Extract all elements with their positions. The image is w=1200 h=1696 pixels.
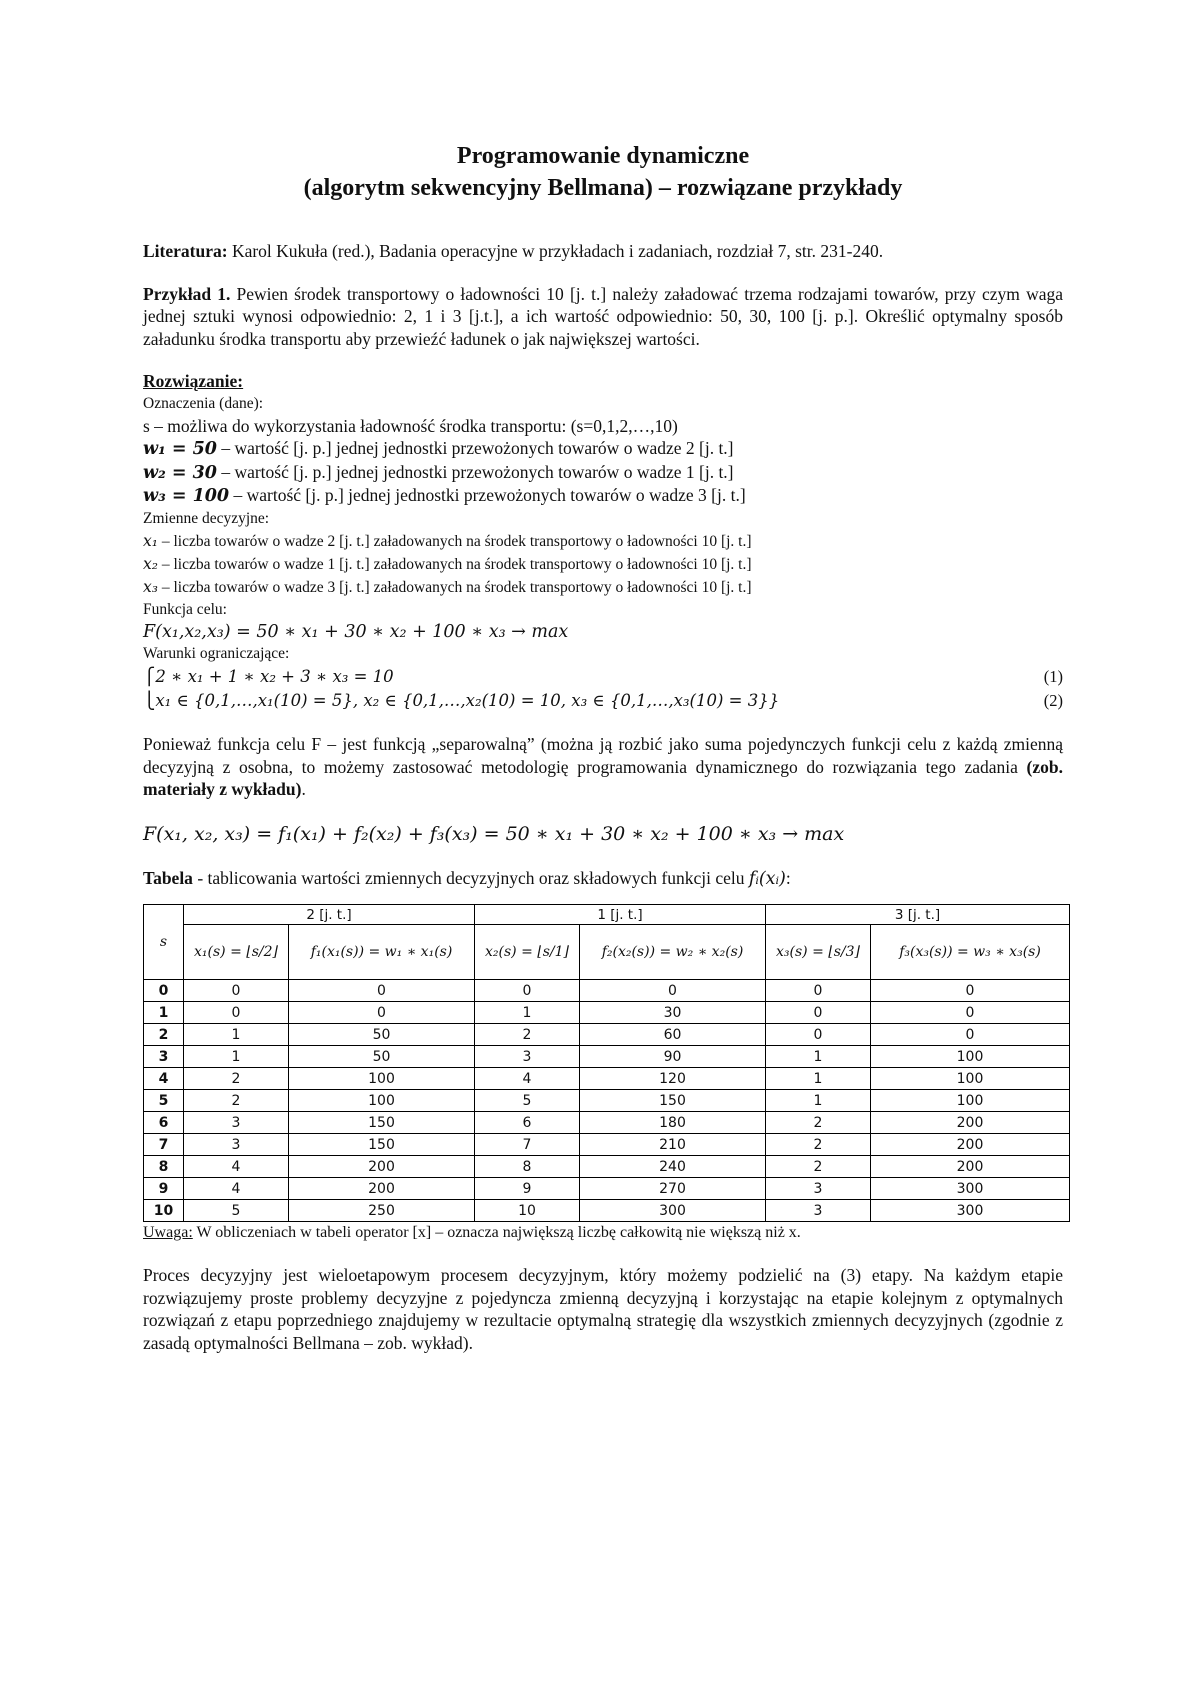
constraint-1-number: (1) (1043, 667, 1063, 686)
s-definition: s – możliwa do wykorzystania ładowność środka transportu: (s=0,1,2,…,10) (143, 415, 678, 436)
table-caption-end: : (785, 867, 791, 888)
table-cell: 1 (766, 1068, 871, 1090)
table-cell: 50 (289, 1046, 475, 1068)
separable-bold: (zob. materiały z wykładu) (143, 756, 1063, 799)
decision-heading: Zmienne decyzyjne: (143, 509, 270, 527)
table-row (144, 1046, 1070, 1068)
table-cell: 100 (289, 1068, 475, 1090)
table-cell: 50 (289, 1024, 475, 1046)
table-cell: 7 (475, 1134, 580, 1156)
objective-heading: Funkcja celu: (143, 600, 227, 618)
table-cell: 2 (144, 1024, 184, 1046)
table-cell: 150 (289, 1134, 475, 1156)
table-cell: 150 (289, 1112, 475, 1134)
example-paragraph (143, 283, 1063, 351)
constraints-heading: Warunki ograniczające: (143, 645, 290, 662)
table-cell: 0 (184, 980, 289, 1002)
table-cell: 300 (871, 1200, 1070, 1222)
table-note (143, 1222, 1063, 1244)
table-row (144, 1178, 1070, 1200)
table-group-header: 1 [j. t.] (475, 905, 766, 925)
table-group-header: 3 [j. t.] (766, 905, 1070, 925)
constraint-2-number: (2) (1043, 691, 1063, 710)
table-cell: 0 (475, 980, 580, 1002)
table-cell: 1 (184, 1024, 289, 1046)
table-cell: 300 (580, 1200, 766, 1222)
table-cell: 0 (871, 1002, 1070, 1024)
table-cell: 0 (144, 980, 184, 1002)
table-header-x1: x₁(s) = ⌊s/2⌋ (184, 925, 289, 980)
notation-heading: Oznaczenia (dane): (143, 394, 264, 412)
x1-definition (143, 530, 1063, 553)
table-cell: 100 (289, 1090, 475, 1112)
table-cell: 5 (475, 1090, 580, 1112)
table-header-s: s (144, 905, 184, 980)
table-cell: 270 (580, 1178, 766, 1200)
table-cell: 120 (580, 1068, 766, 1090)
table-cell: 200 (871, 1134, 1070, 1156)
table-cell: 100 (871, 1068, 1070, 1090)
table-cell: 2 (766, 1134, 871, 1156)
w3-math: w₃ = 100 (143, 486, 230, 506)
table-cell: 2 (766, 1156, 871, 1178)
x2-text: – liczba towarów o wadze 1 [j. t.] załadowanych na środek transportowy o ładowności 10 [j. t.] (157, 555, 752, 573)
literature-label: Literatura: (143, 241, 228, 261)
table-cell: 9 (144, 1178, 184, 1200)
table-cell: 6 (475, 1112, 580, 1134)
table-cell: 4 (144, 1068, 184, 1090)
table-caption-text: - tablicowania wartości zmiennych decyzyjnych oraz składowych funkcji celu (192, 867, 749, 888)
table-cell: 3 (475, 1046, 580, 1068)
table-cell: 1 (184, 1046, 289, 1068)
table-row (144, 1090, 1070, 1112)
table-cell: 300 (871, 1178, 1070, 1200)
table-group-header: 2 [j. t.] (184, 905, 475, 925)
values-table (143, 904, 1070, 1222)
w2-text: – wartość [j. p.] jednej jednostki przewożonych towarów o wadze 1 [j. t.] (216, 461, 734, 482)
constraint-1-formula: ⎧2 ∗ x₁ + 1 ∗ x₂ + 3 ∗ x₃ = 10 (143, 667, 394, 686)
table-caption-math: fᵢ(xᵢ) (748, 868, 786, 889)
table-cell: 0 (766, 1002, 871, 1024)
table-cell: 4 (184, 1178, 289, 1200)
table-cell: 1 (766, 1090, 871, 1112)
example-label: Przykład 1. (143, 283, 231, 304)
table-cell: 10 (475, 1200, 580, 1222)
table-cell: 5 (144, 1090, 184, 1112)
example-text: Pewien środek transportowy o ładowności 10 [j. t.] należy załadować trzema rodzajami towarów, przy czym waga jednej sztuki wynosi odpowiednio: 2, 1 i 3 [j.t.], a ich wartość odpowiednio: 50, 30, 100 [j. p.]. Określić optymalny sposób załadunku środka transportu aby przewieźć ładunek o jak największej wartości. (143, 283, 1063, 349)
table-cell: 30 (580, 1002, 766, 1024)
table-cell: 2 (766, 1112, 871, 1134)
w1-math: w₁ = 50 (143, 439, 217, 459)
note-label: Uwaga: (143, 1224, 193, 1241)
table-cell: 2 (184, 1068, 289, 1090)
literature-text: Karol Kukuła (red.), Badania operacyjne w przykładach i zadaniach, rozdział 7, str. 231-240. (227, 241, 884, 261)
x2-math: x₂ (143, 554, 158, 573)
table-cell: 3 (184, 1112, 289, 1134)
table-cell: 0 (871, 980, 1070, 1002)
constraint-2-formula: ⎩x₁ ∈ {0,1,…,x₁(10) = 5}, x₂ ∈ {0,1,…,x₂(10) = 10, x₃ ∈ {0,1,…,x₃(10) = 3}} (143, 691, 780, 710)
w3-definition (143, 484, 1063, 508)
document-page (143, 140, 1063, 1354)
table-row (144, 1200, 1070, 1222)
table-row (144, 1024, 1070, 1046)
table-row (144, 1002, 1070, 1024)
constraint-2 (143, 689, 1063, 713)
title-line-1: Programowanie dynamiczne (456, 143, 750, 169)
table-cell: 0 (289, 1002, 475, 1024)
w2-definition (143, 461, 1063, 485)
table-cell: 0 (184, 1002, 289, 1024)
x1-text: – liczba towarów o wadze 2 [j. t.] załadowanych na środek transportowy o ładowności 10 [j. t.] (157, 532, 752, 550)
table-cell: 100 (871, 1090, 1070, 1112)
table-cell: 8 (475, 1156, 580, 1178)
table-cell: 10 (144, 1200, 184, 1222)
table-header-f1: f₁(x₁(s)) = w₁ ∗ x₁(s) (289, 925, 475, 980)
process-paragraph: Proces decyzyjny jest wieloetapowym procesem decyzyjnym, który możemy podzielić na (3) etapy. Na każdym etapie rozwiązujemy proste problemy decyzyjne z pojedyncza zmienną decyzyjną i korzystając na etapie kolejnym z optymalnych rozwiązań z etapu poprzedniego znajdujemy w rezultacie optymalną strategię dla wszystkich zmiennych decyzyjnych (zgodnie z zasadą optymalności Bellmana – zob. wykład). (143, 1265, 1063, 1353)
table-header-x3: x₃(s) = ⌊s/3⌋ (766, 925, 871, 980)
separable-text: Ponieważ funkcja celu F – jest funkcją „separowalną” (można ją rozbić jako suma pojedynczych funkcji celu z każdą zmienną decyzyjną z osobna, to możemy zastosować metodologię programowania dynamicznego do rozwiązania tego zadania (143, 734, 1063, 777)
separable-paragraph (143, 733, 1063, 801)
table-cell: 3 (766, 1200, 871, 1222)
x3-text: – liczba towarów o wadze 3 [j. t.] załadowanych na środek transportowy o ładowności 10 [j. t.] (157, 578, 752, 596)
solution-heading: Rozwiązanie: (143, 371, 244, 391)
table-cell: 1 (144, 1002, 184, 1024)
table-cell: 4 (475, 1068, 580, 1090)
table-cell: 0 (289, 980, 475, 1002)
table-cell: 60 (580, 1024, 766, 1046)
table-header-x2: x₂(s) = ⌊s/1⌋ (475, 925, 580, 980)
table-cell: 4 (184, 1156, 289, 1178)
title-line-2: (algorytm sekwencyjny Bellmana) – rozwiązane przykłady (303, 175, 903, 201)
table-row (144, 1068, 1070, 1090)
table-cell: 0 (766, 1024, 871, 1046)
table-cell: 2 (184, 1090, 289, 1112)
literature-paragraph (143, 240, 1063, 263)
table-cell: 210 (580, 1134, 766, 1156)
table-cell: 3 (144, 1046, 184, 1068)
decomposition-formula: F(x₁, x₂, x₃) = f₁(x₁) + f₂(x₂) + f₃(x₃) = 50 ∗ x₁ + 30 ∗ x₂ + 100 ∗ x₃ → max (143, 822, 845, 845)
table-cell: 180 (580, 1112, 766, 1134)
table-cell: 100 (871, 1046, 1070, 1068)
table-cell: 2 (475, 1024, 580, 1046)
x3-math: x₃ (143, 577, 158, 596)
table-cell: 1 (475, 1002, 580, 1024)
table-cell: 9 (475, 1178, 580, 1200)
x1-math: x₁ (143, 531, 158, 550)
table-cell: 7 (144, 1134, 184, 1156)
x3-definition (143, 576, 1063, 599)
w1-definition (143, 437, 1063, 461)
table-cell: 0 (766, 980, 871, 1002)
table-cell: 200 (289, 1178, 475, 1200)
w1-text: – wartość [j. p.] jednej jednostki przewożonych towarów o wadze 2 [j. t.] (216, 438, 734, 458)
table-caption-label: Tabela (143, 867, 193, 888)
table-cell: 0 (871, 1024, 1070, 1046)
table-cell: 3 (766, 1178, 871, 1200)
w2-math: w₂ = 30 (143, 462, 217, 483)
table-header-f2: f₂(x₂(s)) = w₂ ∗ x₂(s) (580, 925, 766, 980)
table-row (144, 1134, 1070, 1156)
table-cell: 200 (871, 1156, 1070, 1178)
table-caption (143, 867, 1063, 891)
separable-end: . (301, 779, 306, 799)
table-cell: 3 (184, 1134, 289, 1156)
table-cell: 240 (580, 1156, 766, 1178)
table-cell: 5 (184, 1200, 289, 1222)
w3-text: – wartość [j. p.] jednej jednostki przewożonych towarów o wadze 3 [j. t.] (229, 485, 746, 505)
table-header-f3: f₃(x₃(s)) = w₃ ∗ x₃(s) (871, 925, 1070, 980)
table-cell: 200 (871, 1112, 1070, 1134)
table-row (144, 1112, 1070, 1134)
objective-formula: F(x₁,x₂,x₃) = 50 ∗ x₁ + 30 ∗ x₂ + 100 ∗ x₃ → max (143, 621, 569, 642)
note-text: W obliczeniach w tabeli operator [x] – oznacza największą liczbę całkowitą nie większą niż x. (192, 1224, 801, 1241)
table-cell: 8 (144, 1156, 184, 1178)
table-cell: 200 (289, 1156, 475, 1178)
table-row (144, 980, 1070, 1002)
table-cell: 6 (144, 1112, 184, 1134)
table-cell: 1 (766, 1046, 871, 1068)
table-cell: 250 (289, 1200, 475, 1222)
x2-definition (143, 553, 1063, 576)
table-cell: 150 (580, 1090, 766, 1112)
constraint-1 (143, 665, 1063, 689)
table-row (144, 1156, 1070, 1178)
table-cell: 0 (580, 980, 766, 1002)
table-cell: 90 (580, 1046, 766, 1068)
